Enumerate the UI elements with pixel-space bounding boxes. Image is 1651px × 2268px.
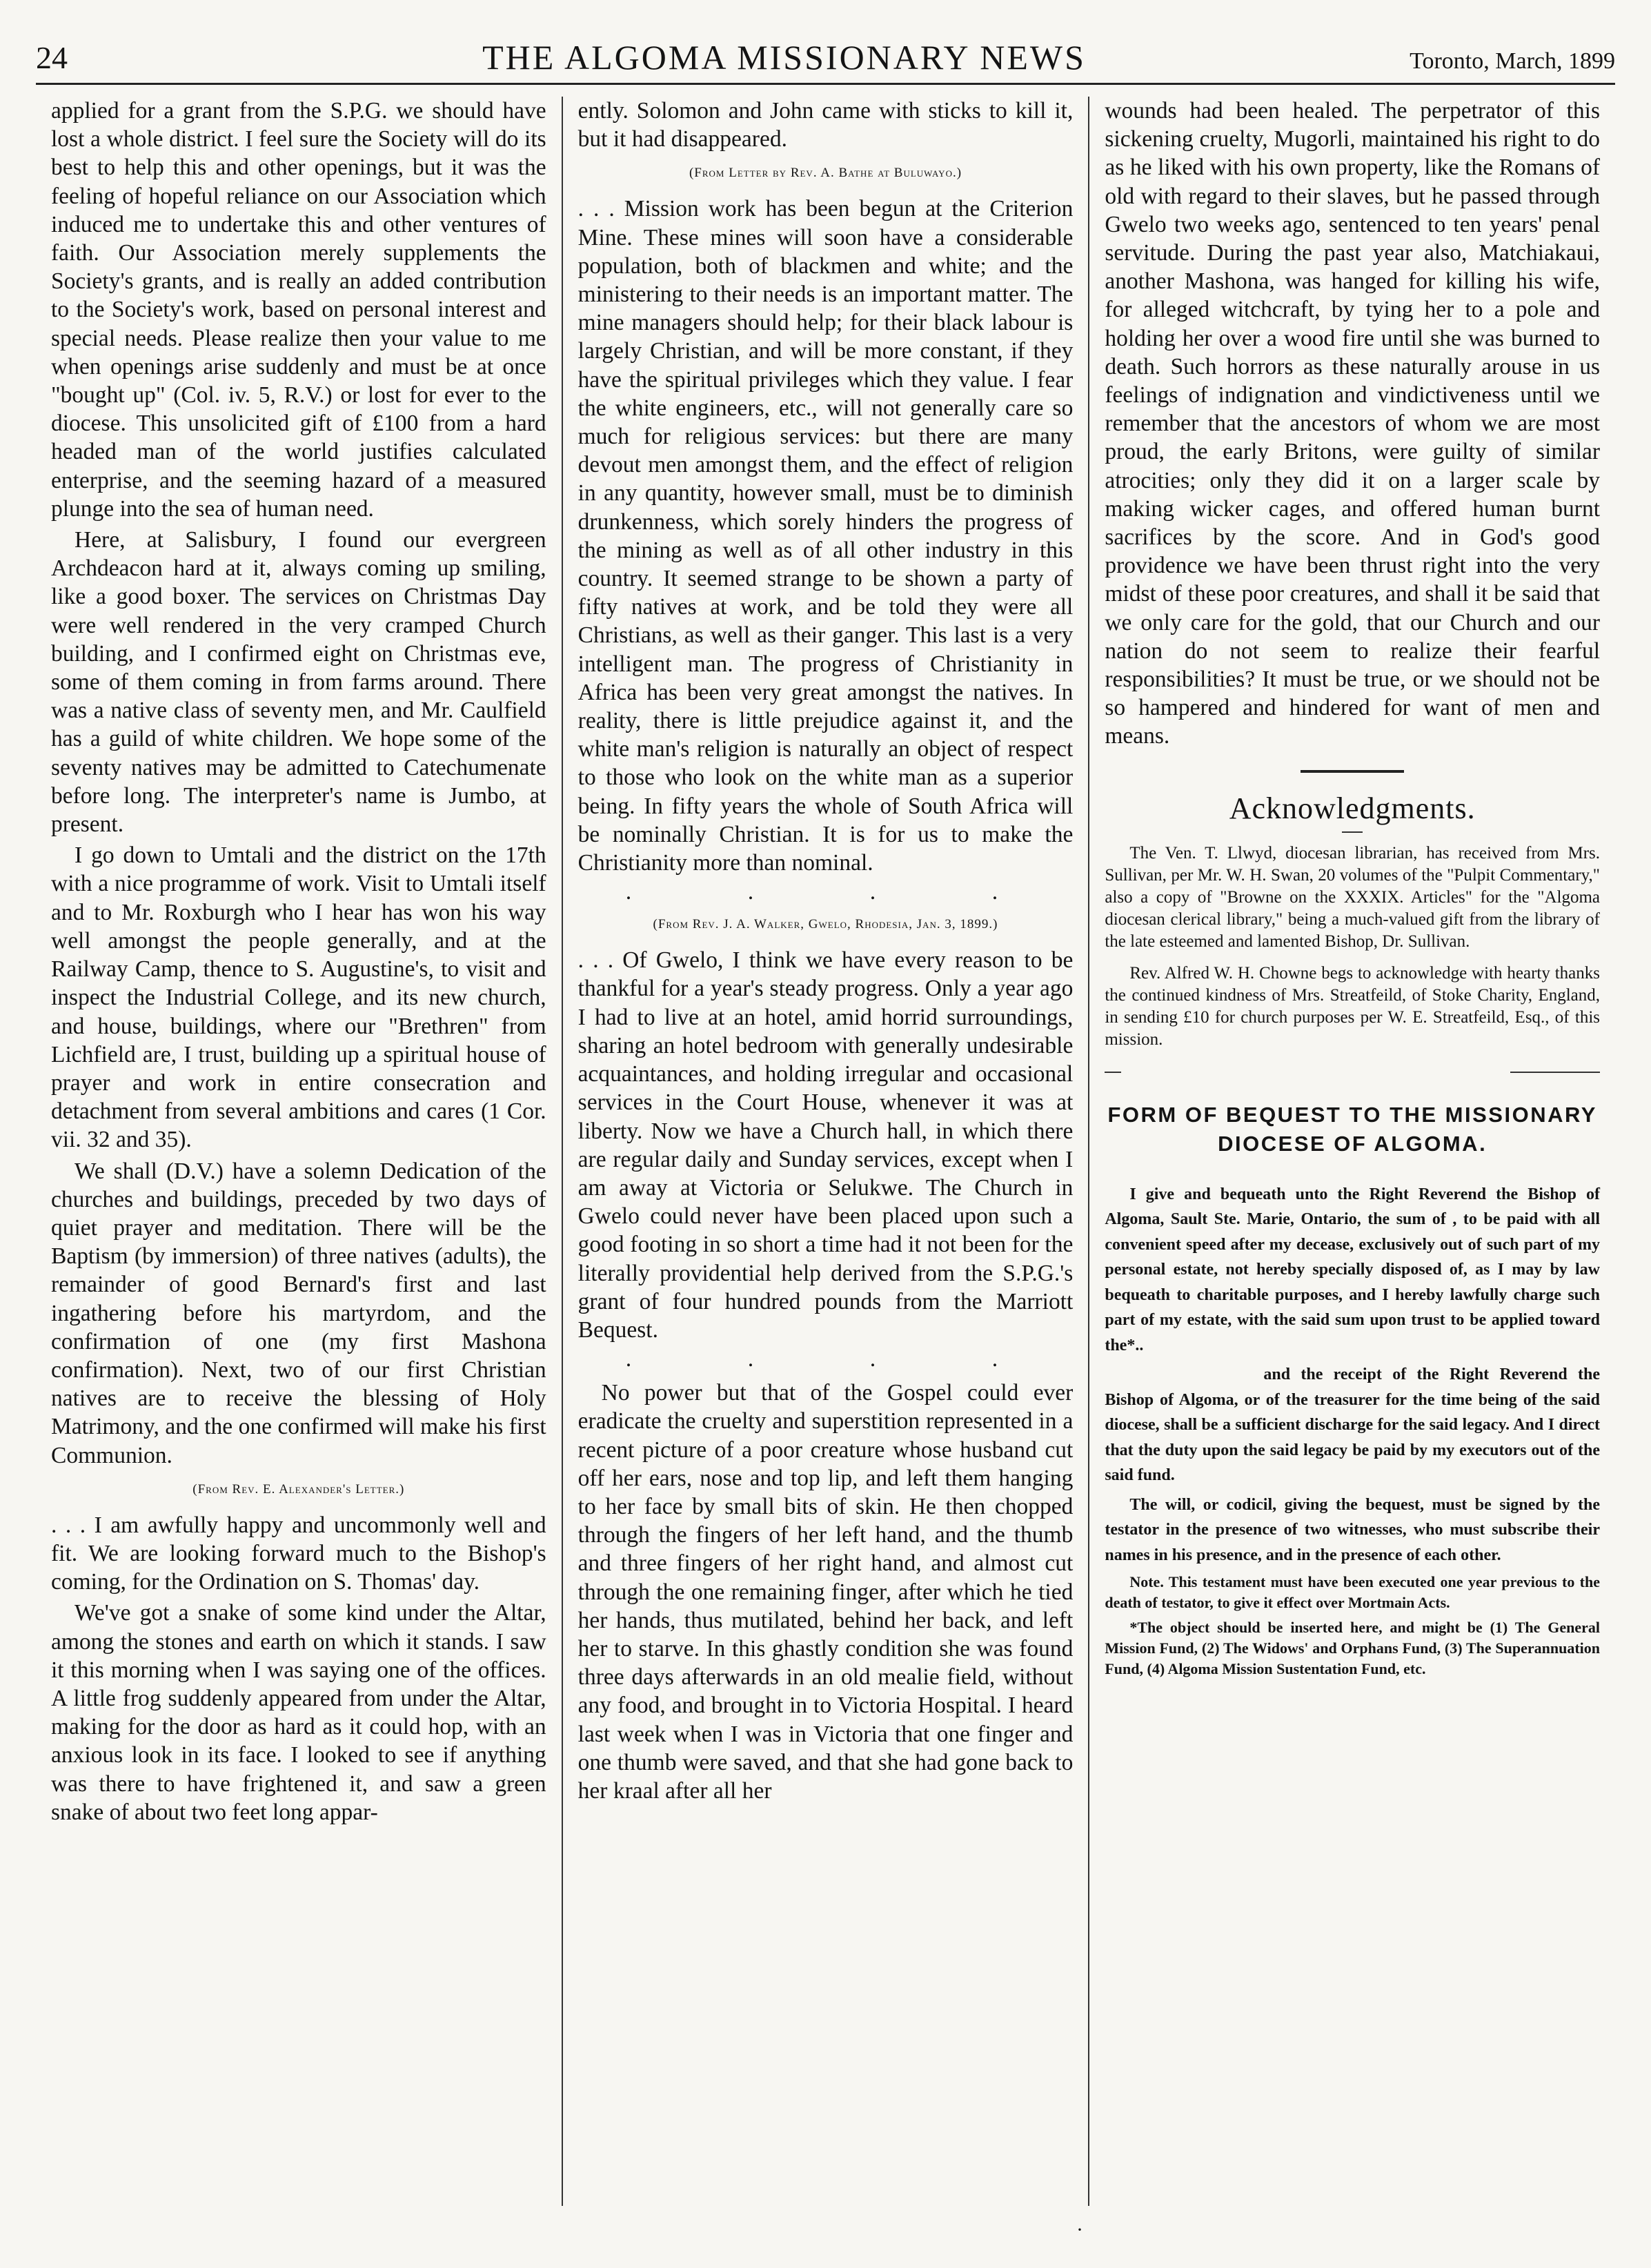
- section-dots: . . . .: [625, 1346, 1054, 1372]
- bequest-section: [1105, 1182, 1600, 1680]
- page-number: 24: [36, 40, 68, 75]
- page-footer-mark: ·: [1076, 2218, 1083, 2241]
- acknowledgments-heading: Acknowledgments.: [1229, 791, 1476, 825]
- paragraph: No power but that of the Gospel could ever eradicate the cruelty and superstition represented in a recent picture of a poor creature whose husband cut off her ears, nose and top lip, and left them hanging to her face by small bits of skin. He then chopped through the fingers of her left hand, and the thumb and three fingers of her right hand, and almost cut through the one remaining finger, after which he tied her hands, thus mutilated, behind her back, and left her to starve. In this ghastly condition she was found three days afterwards in an old mealie field, without any food, and brought in to Victoria Hospital. I heard last week when I was in Victoria that one finger and one thumb were saved, and that she had gone back to her kraal after all her: [577, 1380, 1074, 1804]
- acknowledgment-item: Rev. Alfred W. H. Chowne begs to acknowledge with hearty thanks the continued kindness of Mrs. Streatfeild, of Stoke Charity, England, in sending £10 for church purposes per W. E. Streatfeild, Esq., of this mission.: [1105, 963, 1601, 1049]
- article-columns: [36, 97, 1615, 2206]
- letter-source-line: (From Letter by Rev. A. Bathe at Buluwayo.): [689, 166, 962, 181]
- masthead-title: THE ALGOMA MISSIONARY NEWS: [482, 38, 1086, 77]
- paragraph: We shall (D.V.) have a solemn Dedication of the churches and buildings, preceded by two days of quiet prayer and meditation. There will be the Baptism (by immersion) of three natives (adults), the remainder of good Bernard's first and last ingathering before his martyrdom, and the confirmation of one (my first Mashona confirmation). Next, two of our first Christian natives are to receive the blessing of Holy Matrimony, and the one confirmed will make his first Communion.: [51, 1158, 546, 1468]
- section-divider: [1105, 1072, 1600, 1073]
- bequest-note: Note. This testament must have been executed one year previous to the death of testator, to give it effect over Mortmain Acts.: [1105, 1573, 1601, 1612]
- bequest-footnote: *The object should be inserted here, and might be (1) The General Mission Fund, (2) The Widows' and Orphans Fund, (3) The Superannuation Fund, (4) Algoma Mission Sustentation Fund, etc.: [1105, 1619, 1601, 1678]
- paragraph: applied for a grant from the S.P.G. we should have lost a whole district. I feel sure the Society will do its best to help this and other openings, but it was the feeling of hopeful reliance on our Association which induced me to undertake this and other ventures of faith. Our Association merely supplements the Society's grants, and is really an added contribution to the Society's work, based on personal interest and special needs. Please realize then your value to me when openings arise suddenly and must be at once "bought up" (Col. iv. 5, R.V.) or lost for ever to the diocese. This unsolicited gift of £100 from a hard headed man of the world justifies calculated enterprise, and the seeming hazard of a measured plunge into the sea of human need.: [51, 98, 546, 522]
- acknowledgments-section: [1105, 842, 1600, 1051]
- bequest-paragraph: The will, or codicil, giving the bequest, must be signed by the testator in the presence of two witnesses, who must subscribe their names in his presence, and in the presence of each other.: [1105, 1495, 1601, 1564]
- bequest-heading: FORM OF BEQUEST TO THE MISSIONARY DIOCESE OF ALGOMA.: [1107, 1102, 1597, 1156]
- paragraph: . . . I am awfully happy and uncommonly well and fit. We are looking forward much to the Bishop's coming, for the Ordination on S. Thomas' day.: [51, 1512, 546, 1595]
- paragraph: wounds had been healed. The perpetrator of this sickening cruelty, Mugorli, maintained his right to do as he liked with his own property, like the Romans of old with regard to their slaves, but he passed through Gwelo two weeks ago, sentenced to ten years' penal servitude. During the past year also, Matchiakaui, another Mashona, was hanged for killing his wife, for alleged witchcraft, by tying her to a pole and holding her over a wood fire until she was burned to death. Such horrors as these naturally arouse in us feelings of indignation and vindictiveness until we remember that the ancestors of whom we are most proud, the early Britons, were guilty of similar atrocities; only they did it on a larger scale by making wicker cages, and offered human burnt sacrifices by the score. And in God's good providence we have been thrust right into the very midst of these poor creatures, and shall it be said that we only care for the gold, that our Church and our nation do not seem to realize their fearful responsibilities? It must be true, or we should not be so hampered and hindered for want of men and means.: [1105, 98, 1601, 749]
- column-1: [36, 97, 562, 2206]
- paragraph: ently. Solomon and John came with sticks to kill it, but it had disappeared.: [577, 98, 1074, 152]
- paragraph: I go down to Umtali and the district on the 17th with a nice programme of work. Visit to Umtali itself and to Mr. Roxburgh who I hear has won his way well amongst the people generally, and at the Railway Camp, thence to S. Augustine's, to visit and inspect the Industrial College, and its new church, and house, buildings, where our "Brethren" from Lichfield are, I trust, building up a spiritual house of prayer and work in entire consecration and detachment from several ambitions and cares (1 Cor. vii. 32 and 35).: [51, 842, 546, 1153]
- acknowledgment-item: The Ven. T. Llwyd, diocesan librarian, has received from Mrs. Sullivan, per Mr. W. H. Swan, 20 volumes of the "Pulpit Commentary," also a copy of "Browne on the XXXIX. Articles" for the "Algoma diocesan clerical library," being a much-valued gift from the library of the late esteemed and lamented Bishop, Dr. Sullivan.: [1105, 843, 1601, 951]
- section-divider: [1301, 770, 1404, 773]
- page-header: [36, 28, 1615, 85]
- column-3: [1088, 97, 1615, 2206]
- paragraph: We've got a snake of some kind under the Altar, among the stones and earth on which it stands. I saw it this morning when I was saying one of the offices. A little frog suddenly appeared from under the Altar, making for the door as hard as it could hop, with an anxious look in its face. I looked to see if anything was there to have frightened it, and saw a green snake of about two feet long appar-: [51, 1600, 546, 1825]
- heading-rule: [1342, 831, 1363, 833]
- paragraph: . . . Mission work has been begun at the Criterion Mine. These mines will soon have a considerable population, both of blackmen and white; and the ministering to their needs is an important matter. The mine managers should help; for their black labour is largely Christian, and will be more constant, if they have the spiritual privileges which they value. I fear the white engineers, etc., will not generally care so much for religious services: but there are many devout men amongst them, and the effect of religion in any quantity, however small, must be to diminish drunkenness, which sorely hinders the progress of the mining as well as of all other industry in this country. It seemed strange to be shown a party of fifty natives at work, and be told they were all Christians, as well as their ganger. This last is a very intelligent man. The progress of Christianity in Africa has been very great amongst the natives. In reality, there is little prejudice against it, and the white man's religion is naturally an object of respect to those who look on the white man as a superior being. In fifty years the whole of South Africa will be nominally Christian. It is for us to make the Christianity more than nominal.: [577, 196, 1074, 876]
- letter-source-line: (From Rev. J. A. Walker, Gwelo, Rhodesia, Jan. 3, 1899.): [653, 917, 998, 932]
- bequest-paragraph: I give and bequeath unto the Right Reverend the Bishop of Algoma, Sault Ste. Marie, Ontario, the sum of , to be paid with all convenient speed after my decease, exclusively out of such part of my personal estate, not hereby specially disposed of, as I may by law bequeath to charitable purposes, and I hereby lawfully charge such part of my estate, with the said sum upon trust to be applied toward the*..: [1105, 1185, 1601, 1354]
- paragraph: . . . Of Gwelo, I think we have every reason to be thankful for a year's steady progress. Only a year ago I had to live at an hotel, amid horrid surroundings, sharing an hotel bedroom with generally undesirable acquaintances, and holding irregular and occasional services in the Court House, whenever it was at liberty. Now we have a Church hall, in which there are regular daily and Sunday services, except when I am away at Victoria or Selukwe. The Church in Gwelo could never have been placed upon such a good footing in so short a time had it not been for the literally providential help derived from the S.P.G.'s grant of four hundred pounds from the Marriott Bequest.: [577, 947, 1074, 1343]
- bequest-paragraph: and the receipt of the Right Reverend the Bishop of Algoma, or of the treasurer for the time being of the said diocese, shall be a sufficient discharge for the said legacy. And I direct that the duty upon the said legacy be paid by my executors out of the said fund.: [1105, 1365, 1601, 1485]
- section-dots: . . . .: [625, 879, 1054, 905]
- column-2: [562, 97, 1089, 2206]
- issue-date: Toronto, March, 1899: [1410, 48, 1615, 74]
- letter-source-line: (From Rev. E. Alexander's Letter.): [192, 1481, 405, 1497]
- paragraph: Here, at Salisbury, I found our evergreen Archdeacon hard at it, always coming up smiling, like a good boxer. The services on Christmas Day were well rendered in the very cramped Church building, and I confirmed eight on Christmas eve, some of them coming in from farms around. There was a native class of seventy men, and Mr. Caulfield has a guild of white children. We hope some of the seventy natives may be admitted to Catechumenate before long. The interpreter's name is Jumbo, at present.: [51, 527, 546, 838]
